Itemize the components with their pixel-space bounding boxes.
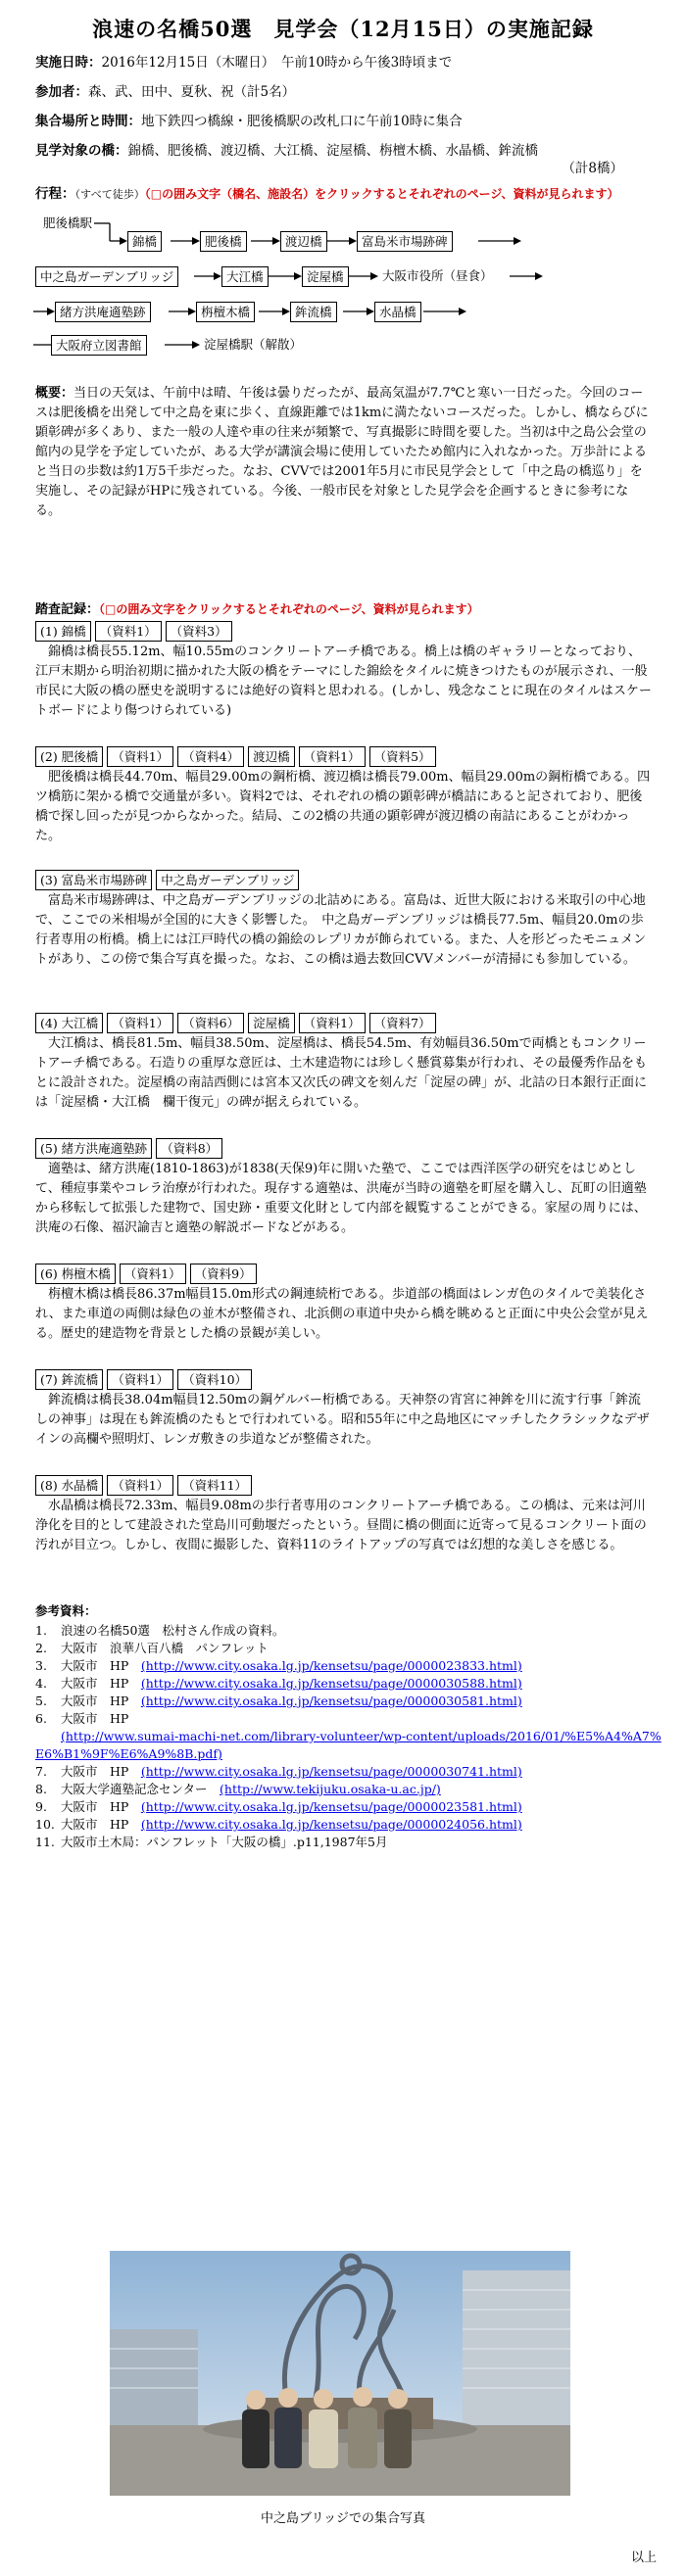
reference-link[interactable]: (http://www.city.osaka.lg.jp/kensetsu/page/0000030588.html)	[140, 1676, 522, 1691]
reference-number: 4.	[35, 1676, 47, 1691]
route-node-rice-market-monument[interactable]: 富島米市場跡碑	[357, 231, 453, 252]
section-4-ref-link[interactable]: （資料1）	[299, 1013, 366, 1033]
section-8-heads	[35, 1475, 256, 1496]
route-arrowhead	[294, 272, 302, 280]
route-node-start-station: 肥後橋駅	[43, 215, 93, 230]
section-1-heads	[35, 621, 236, 642]
section-8-ref-link[interactable]: （資料1）	[107, 1475, 173, 1496]
route-row	[35, 184, 653, 205]
section-1-title-link[interactable]: (1) 錦橋	[35, 621, 91, 642]
section-2-ref-link[interactable]: （資料5）	[369, 746, 436, 767]
section-7-ref-link[interactable]: （資料1）	[107, 1369, 173, 1390]
records-label: 踏査記録：	[35, 602, 100, 617]
route-node-sendanoki-bridge[interactable]: 栴檀木橋	[196, 302, 255, 322]
section-5-title-link[interactable]: (5) 緒方洪庵適塾跡	[35, 1138, 152, 1159]
reference-text: 大阪市 HP	[61, 1676, 141, 1691]
reference-text: 大阪大学適塾記念センター	[61, 1782, 220, 1796]
reference-item	[35, 1622, 662, 1640]
reference-number: 11.	[35, 1835, 55, 1849]
references-label: 参考資料：	[35, 1603, 97, 1618]
section-8-title-link[interactable]: (8) 水晶橋	[35, 1475, 103, 1496]
section-8-ref-link[interactable]: （資料11）	[177, 1475, 252, 1496]
section-8-text: 水晶橋は橋長72.33m、幅員9.08mの歩行者専用のコンクリートアーチ橋である。この橋は、元来は河川浄化を目的として建設された堂島川可動堰だったという。昼間に橋の側面に近寄って見るコンクリート面の汚れが目立つ。しかし、夜間に撮影した、資料11のライトアップの写真では幻想的な美しさを感じる。	[35, 1499, 647, 1552]
records-note: （□の囲み文字をクリックするとそれぞれのページ、資料が見られます）	[99, 602, 479, 616]
reference-item	[35, 1693, 662, 1710]
reference-text: 大阪市土木局：パンフレット「大阪の橋」.p11,1987年5月	[61, 1835, 388, 1849]
reference-text: 大阪市 HP	[61, 1799, 141, 1814]
end-mark: 以上	[630, 2551, 657, 2565]
date-value: 2016年12月15日（木曜日） 午前10時から午後3時頃まで	[101, 55, 453, 71]
summary-text: 当日の天気は、午前中は晴、午後は曇りだったが、最高気温が7.7℃と寒い一日だった。今回のコースは肥後橋を出発して中之島を東に歩く、直線距離では1kmに満たないコースだった。しかし、橋ならびに顕彰碑が多くあり、また一般の人達や車の往来が頻繁で、写真撮影に時間を要した。当初は中之島公会堂の館内の見学を予定していたが、ある大学が講演会場に使用していたため館内に入れなかった。万歩計によると当日の歩数は約1万5千歩だった。なお、CVVでは2001年5月に市民見学会として「中之島の橋巡り」を実施し、その記録がHPに残されている。今後、一般市民を対象とした見学会を企画するときに参考になる。	[35, 386, 649, 518]
bridges-value: 錦橋、肥後橋、渡辺橋、大江橋、淀屋橋、栴檀木橋、水晶橋、鉾流橋	[127, 143, 538, 159]
reference-text: 大阪市 HP	[61, 1693, 141, 1708]
route-arrowhead	[349, 237, 357, 245]
reference-number: 2.	[35, 1641, 47, 1655]
route-arrowhead	[514, 237, 521, 245]
reference-number: 6.	[35, 1711, 47, 1726]
photo-caption: 中之島ブリッジでの集合写真	[261, 2511, 425, 2526]
route-arrowhead	[367, 308, 374, 315]
section-2-ref-link[interactable]: （資料1）	[299, 746, 366, 767]
reference-item	[35, 1657, 662, 1675]
section-7-text: 鉾流橋は橋長38.04m幅員12.50mの鋼ゲルバー桁橋である。天神祭の宵宮に神鉾を川に流す行事「鉾流しの神事」は現在も鉾流橋のたもとで行われている。昭和55年に中之島地区にマッチしたクラシックなデザインの高欄や照明灯、レンガ敷きの歩道などが整備された。	[35, 1393, 650, 1447]
reference-item	[35, 1640, 662, 1657]
bridges-row	[35, 141, 653, 161]
reference-number: 3.	[35, 1658, 47, 1673]
references-list	[35, 1622, 662, 1851]
reference-number: 7.	[35, 1764, 47, 1779]
section-3-title-link[interactable]: 中之島ガーデンブリッジ	[156, 870, 299, 890]
reference-item	[35, 1834, 662, 1851]
section-6-ref-link[interactable]: （資料1）	[120, 1264, 186, 1284]
group-photo	[110, 2251, 570, 2496]
route-label: 行程：	[35, 186, 75, 202]
section-1-ref-link[interactable]: （資料1）	[95, 621, 162, 642]
reference-link[interactable]: (http://www.tekijuku.osaka-u.ac.jp/)	[220, 1782, 441, 1796]
section-1-text: 錦橋は橋長55.12m、幅10.55mのコンクリートアーチ橋である。橋上は橋のギャラリーとなっており、江戸末期から明治初期に描かれた大阪の橋をテーマにした錦絵をタイルに焼きつけたものが展示され、一般市民に大阪の橋の歴史を説明するには絶好の資料と思われる。(しかし、残念なことに現在のタイルはスケートボードにより傷つけられている)	[35, 644, 652, 718]
route-arrowhead	[535, 272, 543, 280]
section-6-title-link[interactable]: (6) 栴檀木橋	[35, 1264, 116, 1284]
date-label: 実施日時：	[35, 55, 102, 71]
route-arrowhead	[214, 272, 221, 280]
reference-link[interactable]: (http://www.city.osaka.lg.jp/kensetsu/page/0000030741.html)	[140, 1764, 522, 1779]
section-2-ref-link[interactable]: （資料4）	[177, 746, 244, 767]
page-title: 浪速の名橋50選 見学会（12月15日）の実施記録	[92, 17, 594, 41]
members-label: 参加者：	[35, 84, 88, 100]
section-2-title-link[interactable]: (2) 肥後橋	[35, 746, 103, 767]
section-3-title-link[interactable]: (3) 富島米市場跡碑	[35, 870, 152, 890]
section-2-text: 肥後橋は橋長44.70m、幅員29.00mの鋼桁橋、渡辺橋は橋長79.00m、幅員29.00mの鋼桁橋である。四ツ橋筋に架かる橋で交通量が多い。資料2では、それぞれの橋の顕彰碑が橋詰にあると記されており、肥後橋で探し回ったが見つからなかった。結局、この2橋の共通の顕彰碑が渡辺橋の南詰にあることがわかった。	[35, 770, 651, 843]
section-6-heads	[35, 1264, 261, 1284]
section-7-title-link[interactable]: (7) 鉾流橋	[35, 1369, 103, 1390]
reference-link[interactable]: (http://www.city.osaka.lg.jp/kensetsu/page/0000023581.html)	[140, 1799, 522, 1814]
reference-number: 9.	[35, 1799, 47, 1814]
section-4-text: 大江橋は、橋長81.5m、幅員38.50m、淀屋橋は、橋長54.5m、有効幅員36.50mで両橋ともコンクリートアーチ橋である。石造りの重厚な意匠は、土木建造物には珍しく懸賞募集が行われ、その最優秀作品をもとに設計された。淀屋橋の南詰西側には宮本又次氏の碑文を刻んだ「淀屋の碑」が、北詰の日本銀行正面には「淀屋橋・大江橋 欄干復元」の碑が据えられている。	[35, 1036, 648, 1110]
route-arrowhead	[459, 308, 466, 315]
summary-paragraph	[35, 384, 653, 521]
route-arrowhead	[282, 308, 290, 315]
reference-number: 8.	[35, 1782, 47, 1796]
section-5-heads	[35, 1138, 226, 1159]
route-node-library[interactable]: 大阪府立図書館	[51, 335, 147, 356]
reference-text: 大阪市 HP	[61, 1658, 141, 1673]
route-node-tekijuku[interactable]: 緒方洪庵適塾跡	[55, 302, 151, 322]
summary-label: 概要：	[35, 386, 74, 401]
date-row	[35, 53, 653, 72]
route-node-oe-bridge[interactable]: 大江橋	[221, 266, 269, 287]
section-5-ref-link[interactable]: （資料8）	[156, 1138, 222, 1159]
meeting-row	[35, 112, 653, 131]
section-3-text: 富島米市場跡碑は、中之島ガーデンブリッジの北詰めにある。富島は、近世大阪における米取引の中心地で、ここでの米相場が全国的に大きく影響した。 中之島ガーデンブリッジは橋長77.5m、幅員20.0mの歩行者専用の桁橋。橋上には江戸時代の橋の錦絵のレプリカが飾られている。また、人を形どったモニュメントがあり、この傍で集合写真を撮った。なお、この橋は過去数回CVVメンバーが清掃にも参加している。	[35, 893, 647, 967]
section-5-text: 適塾は、緒方洪庵(1810-1863)が1838(天保9)年に開いた塾で、ここでは西洋医学の研究をはじめとして、種痘事業やコレラ治療が行われた。現存する適塾は、洪庵が当時の適塾を町屋を購入し、瓦町の旧適塾から移転して拡張した建物で、国史跡・重要文化財として内部を観覧することができる。家屋の周りには、洪庵の石像、福沢諭吉と適塾の解説ボードなどがある。	[35, 1162, 647, 1235]
route-arrowhead	[192, 341, 200, 349]
route-arrowhead	[120, 237, 127, 245]
reference-link[interactable]: (http://www.city.osaka.lg.jp/kensetsu/page/0000023833.html)	[140, 1658, 522, 1673]
section-4-ref-link[interactable]: （資料6）	[177, 1013, 244, 1033]
records-header	[35, 599, 479, 620]
meeting-label: 集合場所と時間：	[35, 114, 141, 129]
bridges-label: 見学対象の橋：	[35, 143, 128, 159]
route-arrowhead	[192, 237, 200, 245]
route-node-higo-bridge[interactable]: 肥後橋	[200, 231, 247, 252]
reference-number: 1.	[35, 1623, 47, 1638]
route-arrowhead	[370, 272, 378, 280]
route-node-watanabe-bridge[interactable]: 渡辺橋	[280, 231, 327, 252]
reference-text: 大阪市 HP	[61, 1711, 129, 1726]
section-3-heads	[35, 870, 303, 890]
section-2-heads	[35, 746, 440, 767]
route-walk: （すべて徒歩）	[74, 188, 145, 201]
route-node-suisho-bridge[interactable]: 水晶橋	[374, 302, 421, 322]
reference-item	[35, 1728, 662, 1763]
route-node-nishiki-bridge[interactable]: 錦橋	[127, 231, 162, 252]
route-arrowhead	[272, 237, 280, 245]
reference-item	[35, 1710, 662, 1728]
route-node-end-station: 淀屋橋駅（解散）	[204, 337, 303, 352]
reference-item	[35, 1781, 662, 1798]
reference-text: 浪速の名橋50選 松村さん作成の資料。	[61, 1623, 285, 1638]
reference-text: 大阪市 浪華八百八橋 パンフレット	[61, 1641, 269, 1655]
route-node-yodoya-bridge[interactable]: 淀屋橋	[302, 266, 349, 287]
section-2-title-link[interactable]: 渡辺橋	[248, 746, 295, 767]
reference-item	[35, 1816, 662, 1834]
route-arrowhead	[188, 308, 196, 315]
reference-number: 5.	[35, 1693, 47, 1708]
section-7-ref-link[interactable]: （資料10）	[177, 1369, 252, 1390]
route-note: （□の囲み文字（橋名、施設名）をクリックするとそれぞれのページ、資料が見られます）	[144, 187, 619, 201]
section-6-text: 栴檀木橋は橋長86.37m幅員15.0m形式の鋼連続桁である。歩道部の橋面はレンガ色のタイルで美装化され、また車道の両側は緑色の並木が整備され、北浜側の車道中央から橋を眺めると正面に中央公会堂が見える。歴史的建造物を背景とした橋の景観が美しい。	[35, 1287, 649, 1341]
section-4-heads	[35, 1013, 440, 1033]
reference-item	[35, 1763, 662, 1781]
members-row	[35, 82, 653, 102]
references	[35, 1602, 662, 1851]
reference-link[interactable]: (http://www.city.osaka.lg.jp/kensetsu/page/0000030581.html)	[140, 1693, 522, 1708]
reference-number: 10.	[35, 1817, 55, 1832]
reference-link[interactable]: (http://www.sumai-machi-net.com/library-volunteer/wp-content/uploads/2016/01/%E5%A4%A7%E6%B1%9F%E6%A9%8B.pdf)	[35, 1729, 662, 1761]
reference-item	[35, 1675, 662, 1693]
reference-link[interactable]: (http://www.city.osaka.lg.jp/kensetsu/page/0000024056.html)	[140, 1817, 522, 1832]
section-2-ref-link[interactable]: （資料1）	[107, 746, 173, 767]
bridges-count: （計8橋）	[562, 161, 623, 176]
section-4-ref-link[interactable]: （資料1）	[107, 1013, 173, 1033]
section-6-ref-link[interactable]: （資料9）	[190, 1264, 257, 1284]
photo-building	[110, 2329, 198, 2427]
section-4-title-link[interactable]: 淀屋橋	[248, 1013, 295, 1033]
meeting-value: 地下鉄四つ橋線・肥後橋駅の改札口に午前10時に集合	[141, 114, 463, 129]
route-node-garden-bridge[interactable]: 中之島ガーデンブリッジ	[35, 266, 178, 287]
section-4-ref-link[interactable]: （資料7）	[369, 1013, 436, 1033]
reference-text: 大阪市 HP	[61, 1817, 141, 1832]
section-1-ref-link[interactable]: （資料3）	[166, 621, 232, 642]
route-node-hokonagare-bridge[interactable]: 鉾流橋	[290, 302, 337, 322]
route-node-city-hall: 大阪市役所（昼食）	[382, 268, 493, 283]
section-7-heads	[35, 1369, 256, 1390]
reference-text: 大阪市 HP	[61, 1764, 141, 1779]
reference-item	[35, 1798, 662, 1816]
route-arrowhead	[47, 308, 55, 315]
members-value: 森、武、田中、夏秋、祝（計5名）	[88, 84, 296, 100]
section-4-title-link[interactable]: (4) 大江橋	[35, 1013, 103, 1033]
